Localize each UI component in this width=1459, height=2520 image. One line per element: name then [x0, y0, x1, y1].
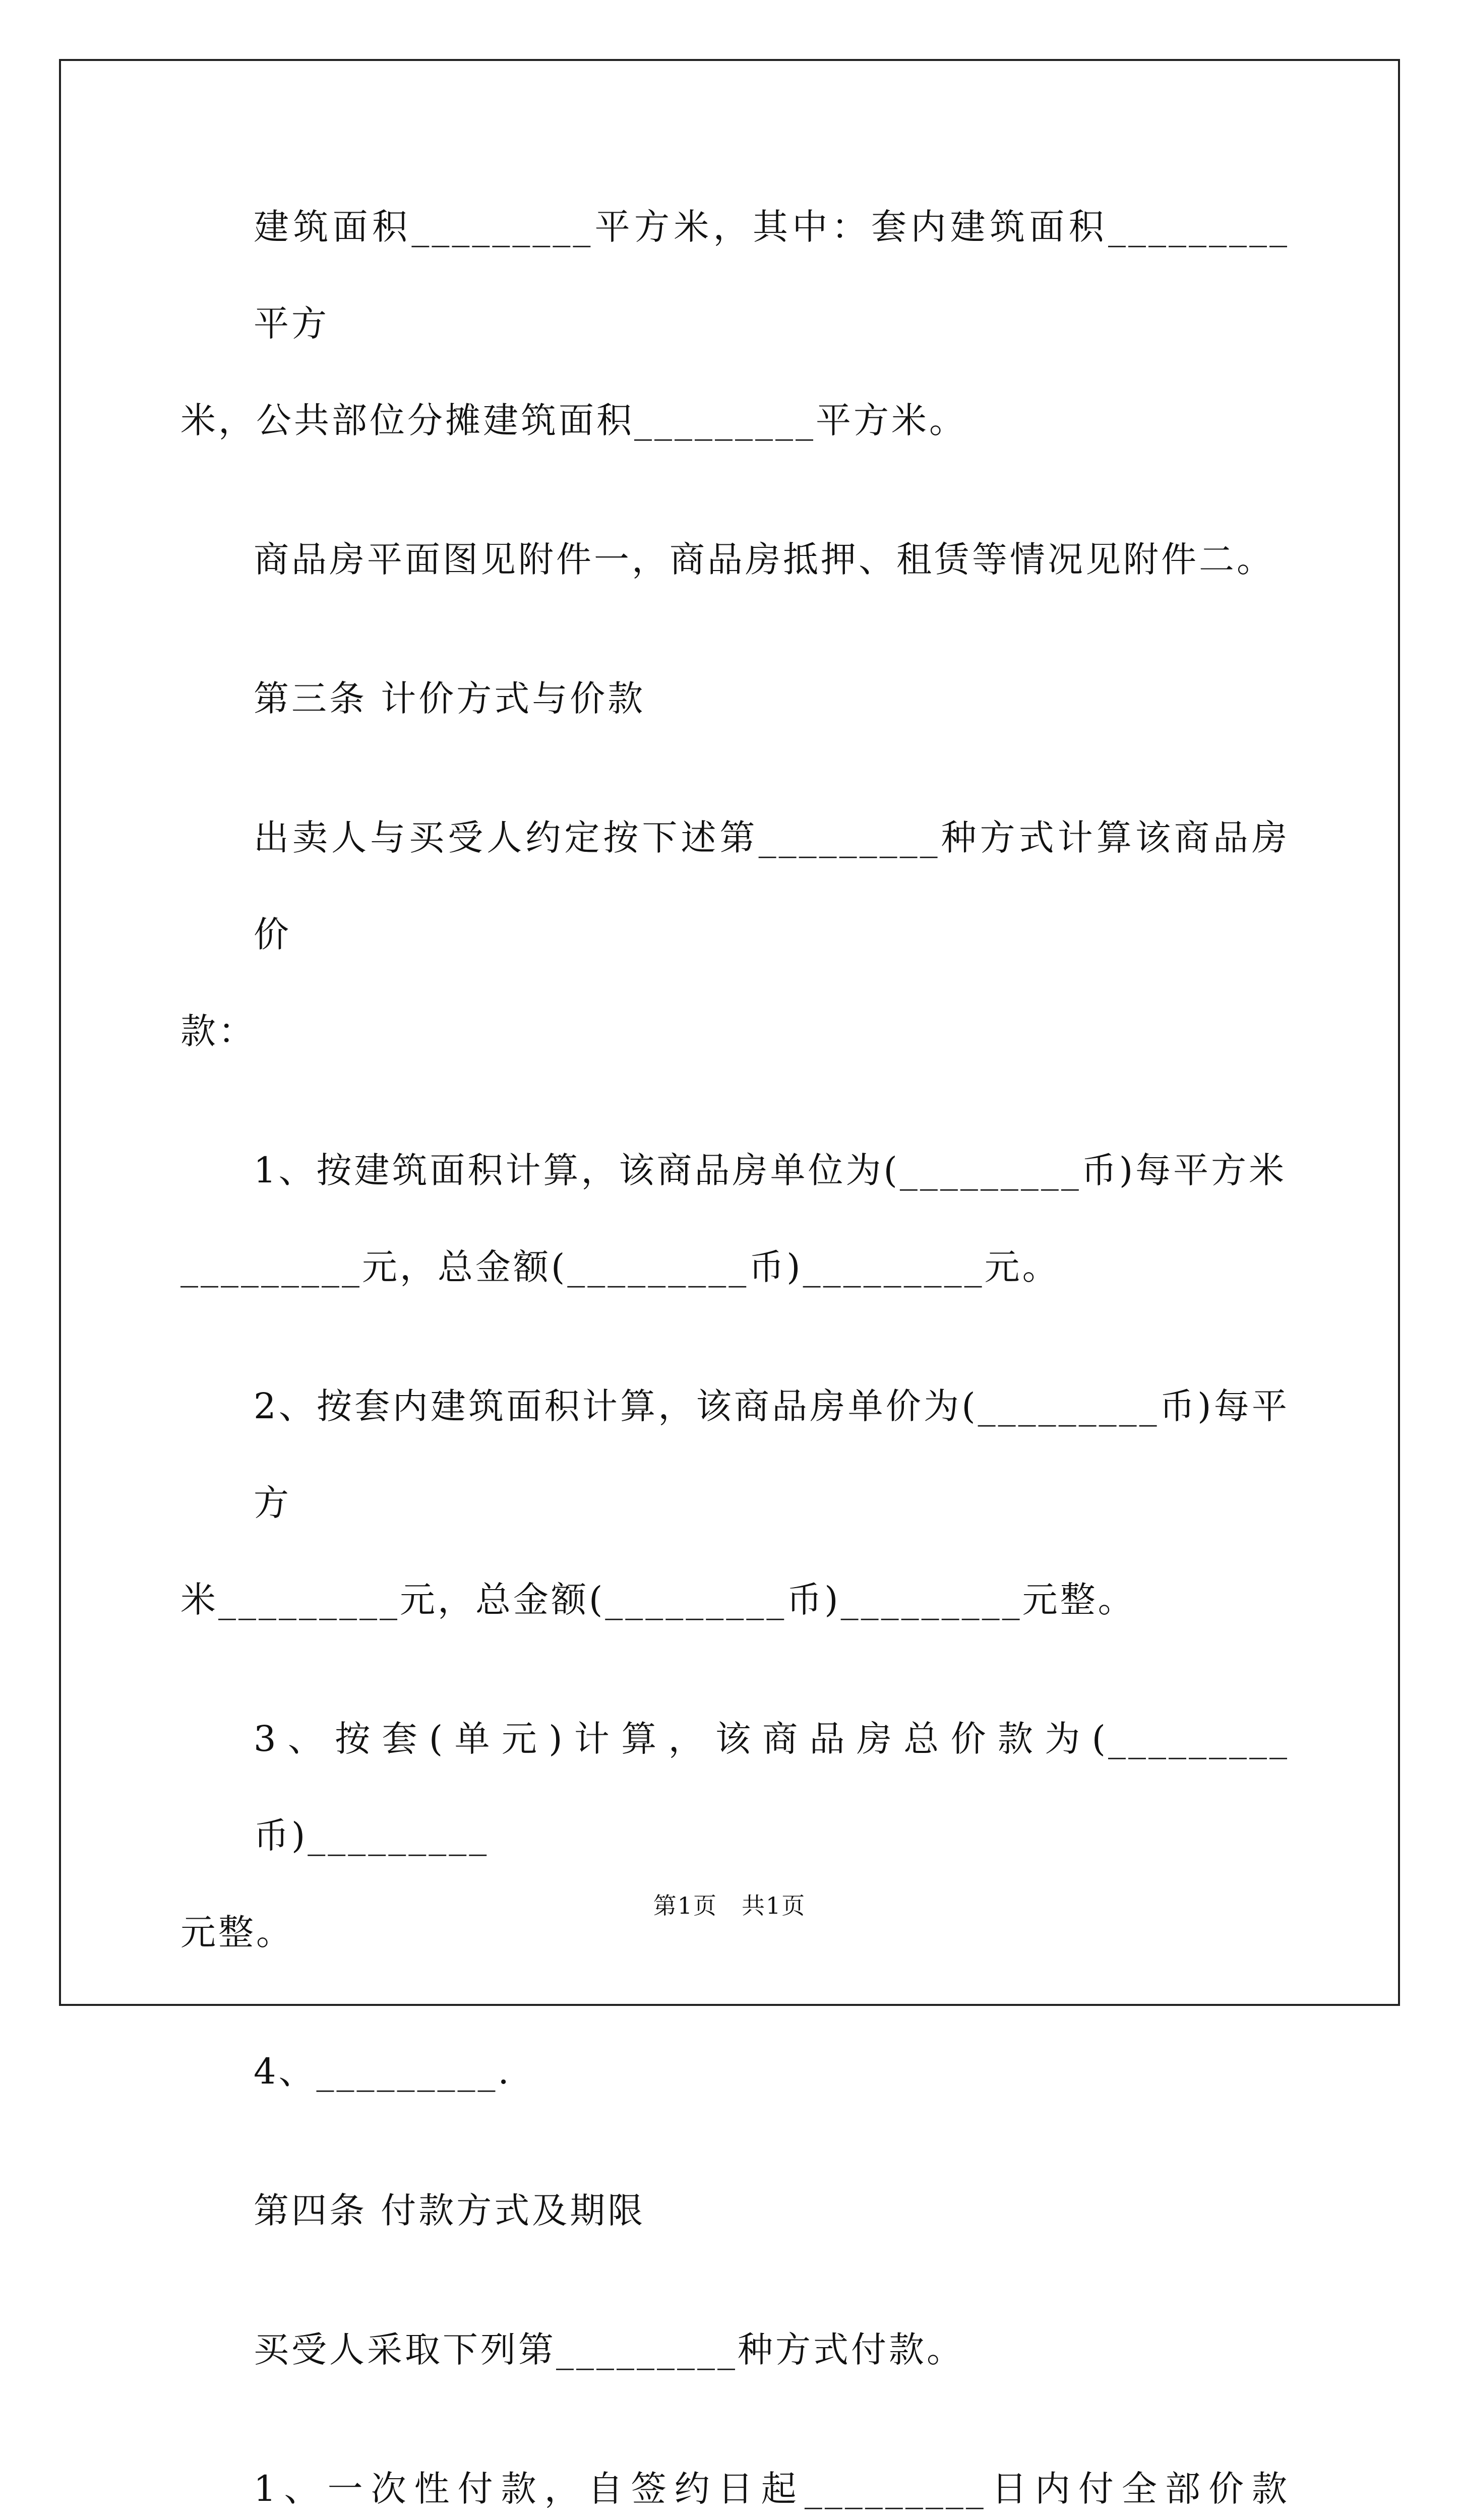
page-number-footer: 第1页 共1页: [653, 1892, 806, 1919]
pricing-option-4: [180, 2023, 1290, 2120]
paragraph-attachments: [180, 511, 1290, 608]
paragraph-line: 款：: [180, 1011, 256, 1052]
document-body: [180, 197, 1290, 2520]
paragraph-line: 1、一次性付款，自签约日起_________日内付全部价款: [254, 2468, 1290, 2509]
paragraph-line: 米，公共部位分摊建筑面积_________平方米。: [180, 400, 967, 441]
pricing-option-1: [180, 1122, 1290, 1315]
paragraph-line: 建筑面积_________平方米，其中：套内建筑面积_________平方: [254, 206, 1290, 344]
paragraph-line: 4、_________.: [254, 2051, 512, 2092]
paragraph-line: _________元，总金额(_________币)_________元。: [180, 1246, 1060, 1288]
paragraph-line: 2、按套内建筑面积计算，该商品房单价为(_________币)每平方: [254, 1385, 1290, 1524]
paragraph-line: 米_________元，总金额(_________币)_________元整。: [180, 1579, 1136, 1620]
paragraph-line: 买受人采取下列第_________种方式付款。: [254, 2329, 964, 2370]
paragraph-pricing-method: [180, 789, 1290, 1080]
article-4-heading: [180, 2162, 1290, 2259]
paragraph-payment-method: [180, 2301, 1290, 2398]
paragraph-line: 第四条 付款方式及期限: [254, 2190, 646, 2231]
pricing-option-2: [180, 1358, 1290, 1648]
paragraph-line: 元整。: [180, 1912, 294, 1953]
payment-option-1: [180, 2440, 1290, 2520]
article-3-heading: [180, 650, 1290, 747]
pricing-option-3: [180, 1690, 1290, 1981]
paragraph-line: 出卖人与买受人约定按下述第_________种方式计算该商品房价: [254, 817, 1290, 955]
paragraph-area: [180, 178, 1290, 469]
paragraph-line: 商品房平面图见附件一，商品房抵押、租赁等情况见附件二。: [254, 539, 1274, 580]
paragraph-line: 第三条 计价方式与价款: [254, 678, 646, 719]
paragraph-line: 3、按套(单元)计算，该商品房总价款为(_________币)_________: [254, 1718, 1290, 1856]
paragraph-line: 1、按建筑面积计算，该商品房单位为(_________币)每平方米: [254, 1150, 1287, 1191]
